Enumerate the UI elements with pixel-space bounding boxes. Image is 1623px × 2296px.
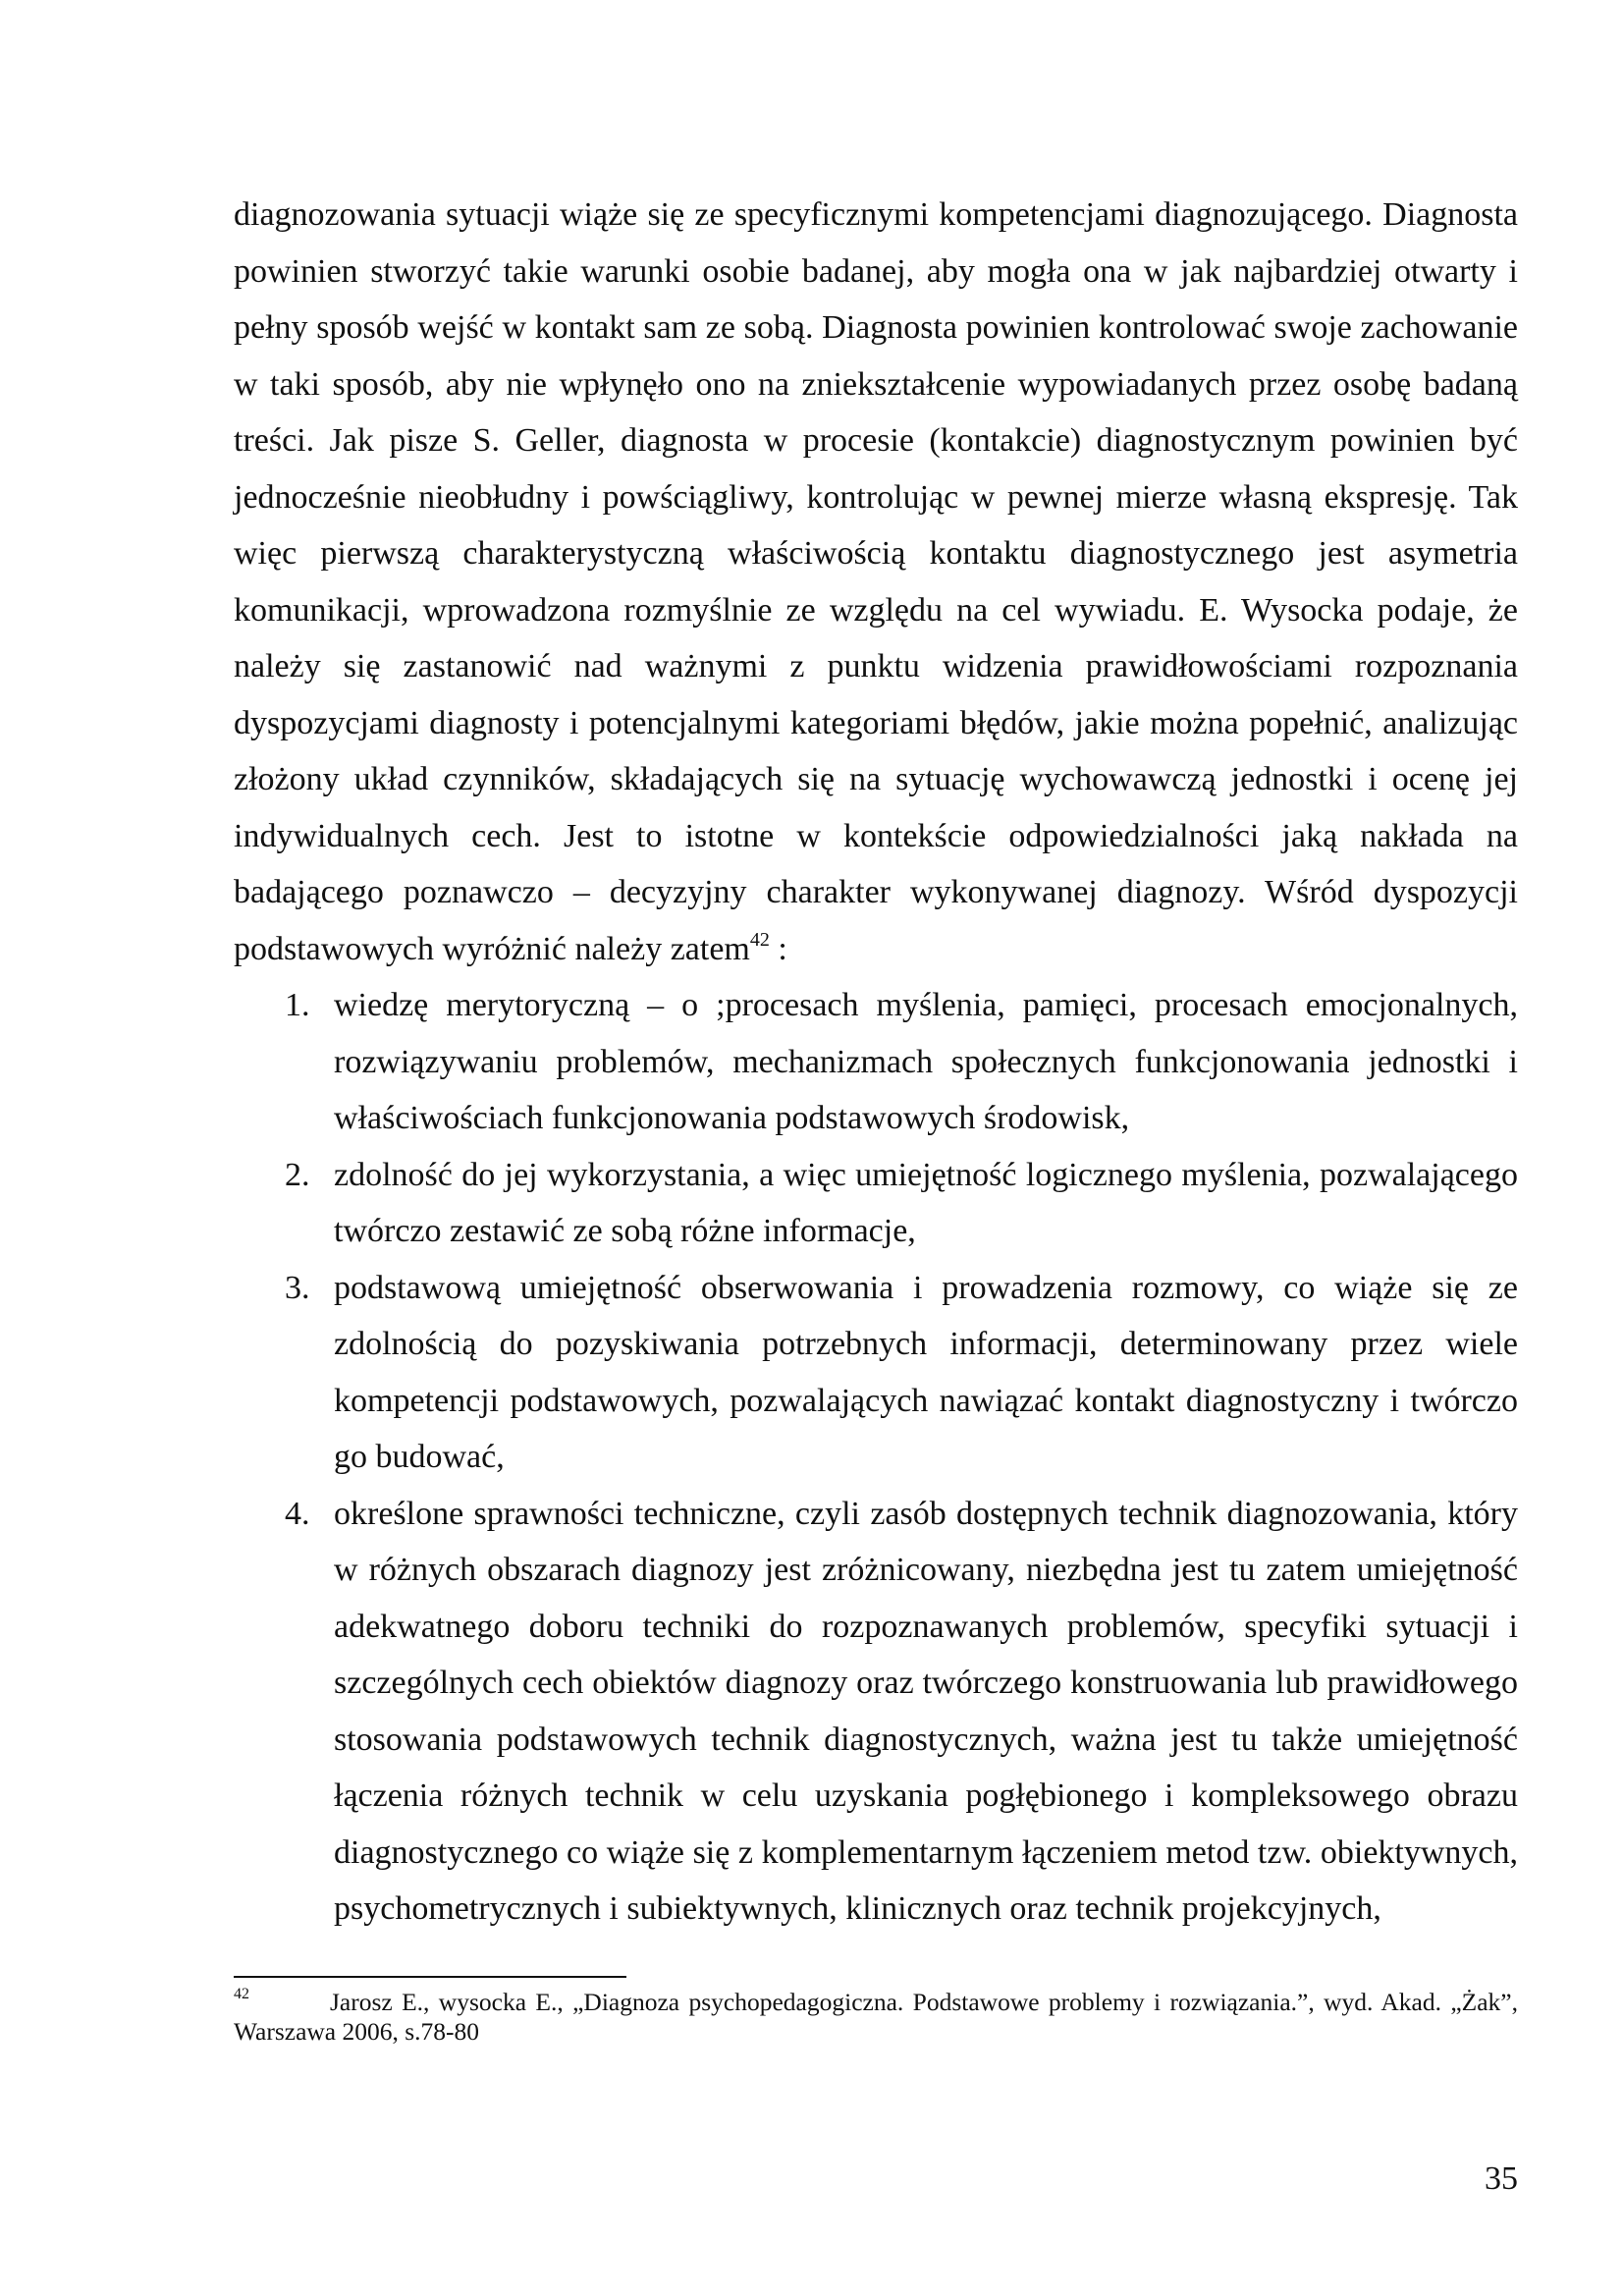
list-item-number: 4. [285, 1495, 310, 1532]
list-item [234, 1486, 1518, 1938]
footnote-separator [234, 1976, 626, 1978]
main-text-block [234, 187, 1518, 1938]
list-item [234, 1147, 1518, 1260]
page-number: 35 [1485, 2160, 1518, 2197]
footnote-mark: 42 [234, 1986, 249, 2002]
list-item-number: 3. [285, 1269, 310, 1306]
list-item-number: 2. [285, 1156, 310, 1193]
list-item-text: określone sprawności techniczne, czyli zasób dostępnych technik diagnozowania, który w różnych obszarach diagnozy jest zróżnicowany, niezbędna jest tu zatem umiejętność adekwatnego doboru techniki do rozpoznawanych problemów, specyfiki sytuacji i szczególnych cech obiektów diagnozy oraz twórczego konstruowania lub prawidłowego stosowania podstawowych technik diagnostycznych, ważna jest tu także umiejętność łączenia różnych technik w celu uzyskania pogłębionego i kompleksowego obrazu diagnostycznego co wiąże się z komplementarnym łączeniem metod tzw. obiektywnych, psychometrycznych i subiektywnych, klinicznych oraz technik projekcyjnych, [334, 1495, 1518, 1927]
list-item-text: zdolność do jej wykorzystania, a więc umiejętność logicznego myślenia, pozwalającego twórczo zestawić ze sobą różne informacje, [334, 1156, 1518, 1249]
list-item-number: 1. [285, 987, 310, 1023]
paragraph-tail: : [769, 930, 787, 967]
list-item-text: podstawową umiejętność obserwowania i prowadzenia rozmowy, co wiąże się ze zdolnością do pozyskiwania potrzebnych informacji, determinowany przez wiele kompetencji podstawowych, pozwalających nawiązać kontakt diagnostyczny i twórczo go budować, [334, 1269, 1518, 1475]
footnote-text: Jarosz E., wysocka E., „Diagnoza psychopedagogiczna. Podstawowe problemy i rozwiązania.”, wyd. Akad. „Żak”, Warszawa 2006, s.78-80 [234, 1988, 1518, 2046]
list-item [234, 1260, 1518, 1486]
body-paragraph [234, 187, 1518, 977]
competency-list [234, 977, 1518, 1938]
footnote-reference: 42 [749, 928, 770, 951]
paragraph-text: diagnozowania sytuacji wiąże się ze specyficznymi kompetencjami diagnozującego. Diagnosta powinien stworzyć takie warunki osobie badanej, aby mogła ona w jak najbardziej otwarty i pełny sposób wejść w kontakt sam ze sobą. Diagnosta powinien kontrolować swoje zachowanie w taki sposób, aby nie wpłynęło ono na zniekształcenie wypowiadanych przez osobę badaną treści. Jak pisze S. Geller, diagnosta w procesie (kontakcie) diagnostycznym powinien być jednocześnie nieobłudny i powściągliwy, kontrolując w pewnej mierze własną ekspresję. Tak więc pierwszą charakterystyczną właściwością kontaktu diagnostycznego jest asymetria komunikacji, wprowadzona rozmyślnie ze względu na cel wywiadu. E. Wysocka podaje, że należy się zastanowić nad ważnymi z punktu widzenia prawidłowościami rozpoznania dyspozycjami diagnosty i potencjalnymi kategoriami błędów, jakie można popełnić, analizując złożony układ czynników, składających się na sytuację wychowawczą jednostki i ocenę jej indywidualnych cech. Jest to istotne w kontekście odpowiedzialności jaką nakłada na badającego poznawczo – decyzyjny charakter wykonywanej diagnozy. Wśród dyspozycji podstawowych wyróżnić należy zatem [234, 196, 1518, 967]
footnote [234, 1988, 1518, 2047]
list-item-text: wiedzę merytoryczną – o ;procesach myślenia, pamięci, procesach emocjonalnych, rozwiązywaniu problemów, mechanizmach społecznych funkcjonowania jednostki i właściwościach funkcjonowania podstawowych środowisk, [334, 987, 1518, 1136]
list-item [234, 977, 1518, 1147]
